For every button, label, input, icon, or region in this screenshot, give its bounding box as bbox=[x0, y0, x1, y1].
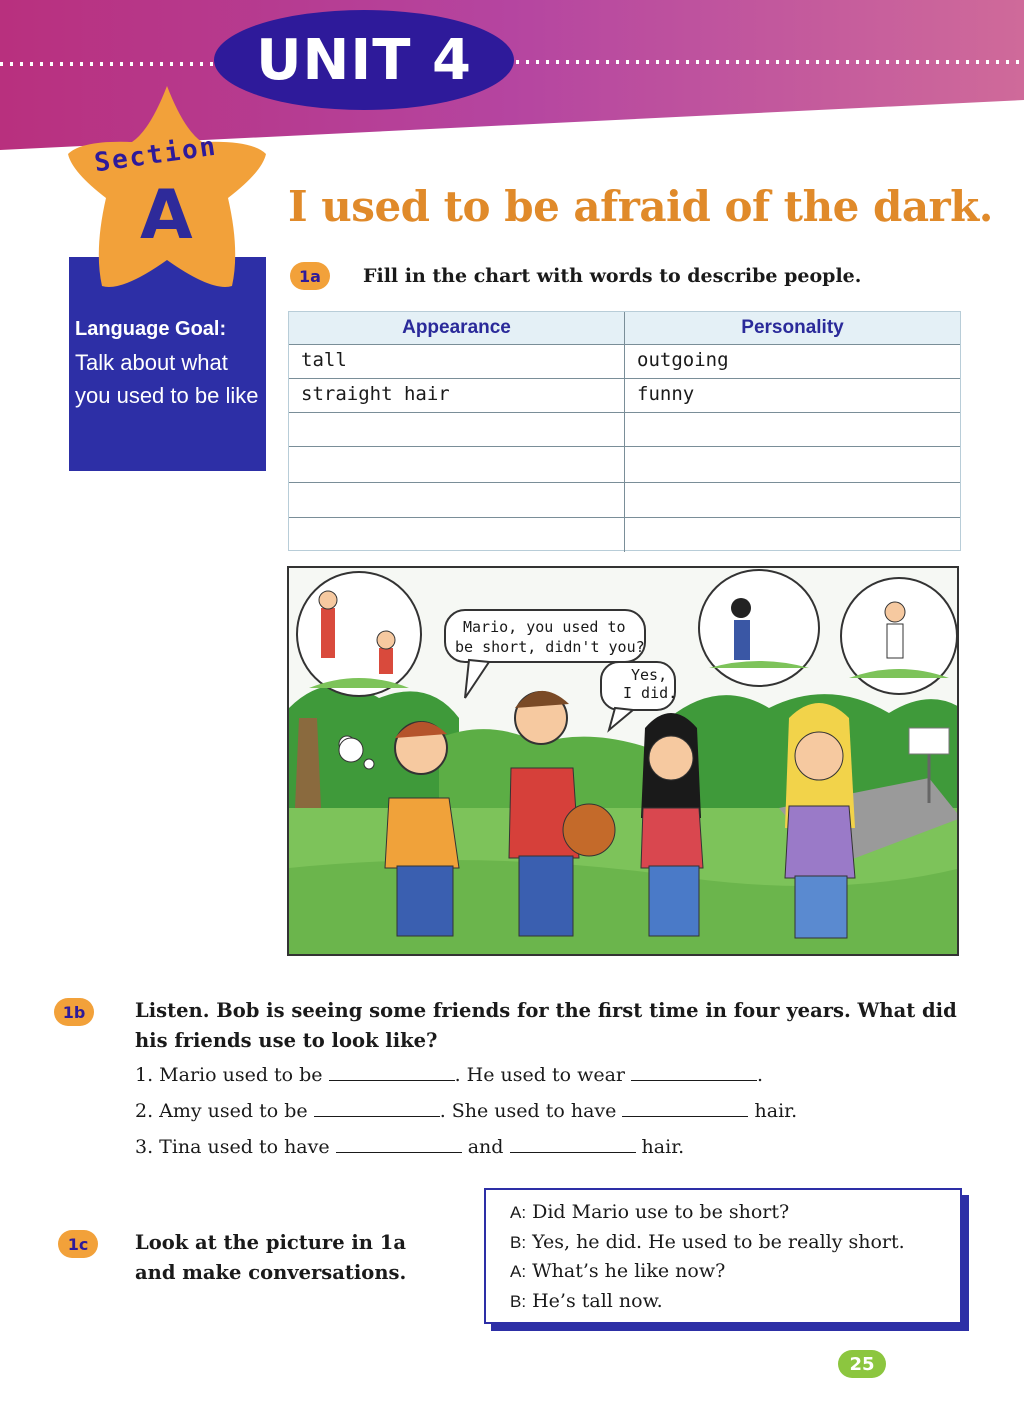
cell-appearance-1[interactable]: tall bbox=[301, 349, 347, 371]
cell-personality-2[interactable]: funny bbox=[637, 383, 695, 405]
row-divider bbox=[289, 344, 960, 345]
cartoon-picture bbox=[287, 566, 959, 956]
column-header-personality: Personality bbox=[625, 312, 960, 344]
row-divider bbox=[289, 378, 960, 379]
instruction-1c: Look at the picture in 1a and make conversations. bbox=[135, 1231, 407, 1284]
conversation-line bbox=[510, 1228, 960, 1258]
cell-appearance-2[interactable]: straight hair bbox=[301, 383, 450, 405]
row-divider bbox=[289, 517, 960, 518]
speech-bubble-reply-line1: Yes, bbox=[631, 666, 668, 684]
blank-field[interactable] bbox=[510, 1135, 636, 1153]
question-3-part-c: hair. bbox=[641, 1136, 685, 1158]
cartoon-scene bbox=[289, 568, 959, 956]
question-3-part-b: and bbox=[467, 1136, 504, 1158]
blank-field[interactable] bbox=[336, 1135, 462, 1153]
row-divider bbox=[289, 412, 960, 413]
page-title: I used to be afraid of the dark. bbox=[288, 182, 993, 231]
question-2-part-b: . She used to have bbox=[439, 1100, 617, 1122]
section-word: Section bbox=[92, 131, 220, 179]
question-1 bbox=[135, 1063, 763, 1086]
speech-bubble-mario-line1: Mario, you used to bbox=[463, 618, 626, 636]
language-goal-title: Language Goal: bbox=[75, 318, 227, 340]
language-goal-text: Talk about what you used to be like bbox=[75, 350, 259, 408]
blank-field[interactable] bbox=[329, 1063, 455, 1081]
badge-1b: 1b bbox=[54, 998, 94, 1026]
speaker-label: B: bbox=[510, 1291, 527, 1311]
blank-field[interactable] bbox=[314, 1099, 440, 1117]
conversation-text: What’s he like now? bbox=[532, 1260, 726, 1282]
instruction-1b: Listen. Bob is seeing some friends for the first time in four years. What did his friends use to look like? bbox=[135, 999, 957, 1052]
conversation-text: He’s tall now. bbox=[532, 1289, 663, 1312]
badge-1c: 1c bbox=[58, 1230, 98, 1258]
row-divider bbox=[289, 482, 960, 483]
unit-title: UNIT 4 bbox=[256, 27, 472, 93]
blank-field[interactable] bbox=[622, 1099, 748, 1117]
conversation-box bbox=[484, 1188, 962, 1324]
badge-1a: 1a bbox=[290, 262, 330, 290]
conversation-text: Did Mario use to be short? bbox=[532, 1201, 790, 1223]
speech-bubble-reply-line2: I did. bbox=[623, 684, 678, 702]
row-divider bbox=[289, 446, 960, 447]
blank-field[interactable] bbox=[631, 1063, 757, 1081]
question-2-part-a: 2. Amy used to be bbox=[135, 1100, 308, 1122]
speaker-label: B: bbox=[510, 1232, 527, 1252]
question-2-part-c: hair. bbox=[754, 1100, 798, 1122]
question-1-part-c: . bbox=[757, 1064, 764, 1086]
speech-bubble-mario-line2: be short, didn't you? bbox=[455, 638, 645, 656]
question-2 bbox=[135, 1099, 797, 1122]
question-3 bbox=[135, 1135, 684, 1158]
speaker-label: A: bbox=[510, 1262, 527, 1281]
conversation-line bbox=[510, 1287, 960, 1317]
column-divider bbox=[624, 312, 625, 552]
column-header-appearance: Appearance bbox=[289, 312, 624, 344]
describe-people-chart bbox=[288, 311, 961, 551]
conversation-line bbox=[510, 1198, 960, 1228]
cell-personality-1[interactable]: outgoing bbox=[637, 349, 729, 371]
question-3-part-a: 3. Tina used to have bbox=[135, 1136, 330, 1158]
question-1-part-a: 1. Mario used to be bbox=[135, 1064, 323, 1086]
section-letter: A bbox=[140, 176, 193, 255]
question-1-part-b: . He used to wear bbox=[454, 1064, 625, 1086]
conversation-line bbox=[510, 1257, 960, 1287]
conversation-text: Yes, he did. He used to be really short. bbox=[532, 1230, 905, 1253]
page-number: 25 bbox=[838, 1350, 886, 1378]
instruction-1a: Fill in the chart with words to describe people. bbox=[363, 265, 862, 287]
speaker-label: A: bbox=[510, 1203, 527, 1222]
